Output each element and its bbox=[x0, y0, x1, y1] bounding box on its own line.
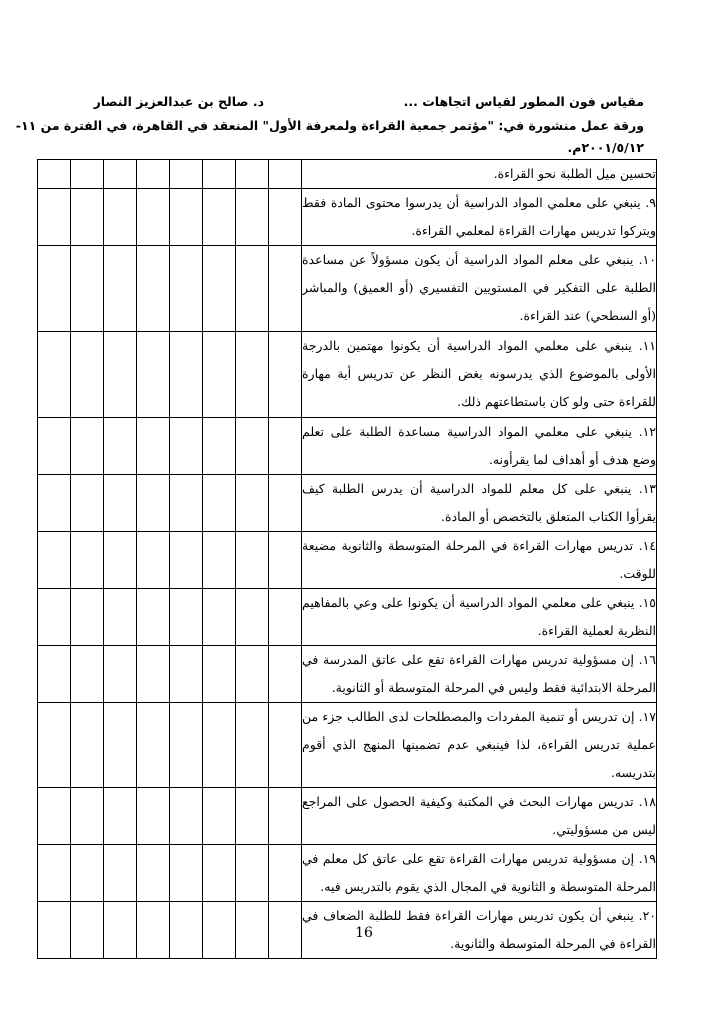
rating-cell[interactable] bbox=[104, 332, 137, 418]
table-row bbox=[38, 418, 657, 475]
rating-cell[interactable] bbox=[38, 189, 71, 246]
rating-cell[interactable] bbox=[269, 246, 302, 332]
rating-cell[interactable] bbox=[137, 589, 170, 646]
header-title-line bbox=[93, 94, 644, 109]
author-name: د. صالح بن عبدالعزيز النصار bbox=[93, 94, 264, 109]
rating-cell[interactable] bbox=[71, 475, 104, 532]
statement-text: ٢٠. ينبغي أن يكون تدريس مهارات القراءة فقط للطلبة الضعاف في القراءة في المرحلة المتوسطة والثانوية. bbox=[302, 908, 656, 951]
rating-cell[interactable] bbox=[170, 418, 203, 475]
rating-cell[interactable] bbox=[269, 532, 302, 589]
rating-cell[interactable] bbox=[203, 788, 236, 845]
rating-cell[interactable] bbox=[104, 703, 137, 788]
rating-cell[interactable] bbox=[170, 788, 203, 845]
rating-cell[interactable] bbox=[170, 160, 203, 189]
table-row bbox=[38, 532, 657, 589]
rating-cell[interactable] bbox=[104, 532, 137, 589]
statement-cell bbox=[302, 646, 657, 703]
statement-cell bbox=[302, 332, 657, 418]
rating-cell[interactable] bbox=[38, 246, 71, 332]
statement-text: ١٨. تدريس مهارات البحث في المكتبة وكيفية الحصول على المراجع ليس من مسؤوليتي. bbox=[302, 794, 656, 837]
statement-text: ١٣. ينبغي على كل معلم للمواد الدراسية أن يدرس الطلبة كيف يقرأوا الكتاب المتعلق بالتخصص أو المادة. bbox=[302, 481, 656, 524]
rating-cell[interactable] bbox=[236, 532, 269, 589]
rating-cell[interactable] bbox=[71, 160, 104, 189]
rating-cell[interactable] bbox=[137, 532, 170, 589]
rating-cell[interactable] bbox=[104, 589, 137, 646]
rating-cell[interactable] bbox=[71, 532, 104, 589]
rating-cell[interactable] bbox=[71, 845, 104, 902]
table-row bbox=[38, 788, 657, 845]
rating-cell[interactable] bbox=[104, 189, 137, 246]
statement-cell bbox=[302, 160, 657, 189]
rating-cell[interactable] bbox=[71, 589, 104, 646]
rating-cell[interactable] bbox=[38, 160, 71, 189]
rating-cell[interactable] bbox=[137, 189, 170, 246]
rating-cell[interactable] bbox=[269, 589, 302, 646]
rating-cell[interactable] bbox=[104, 418, 137, 475]
rating-cell[interactable] bbox=[38, 418, 71, 475]
rating-cell[interactable] bbox=[38, 532, 71, 589]
table-row bbox=[38, 189, 657, 246]
statement-cell bbox=[302, 246, 657, 332]
attitude-scale-table bbox=[37, 159, 657, 959]
rating-cell[interactable] bbox=[236, 703, 269, 788]
rating-cell[interactable] bbox=[137, 703, 170, 788]
rating-cell[interactable] bbox=[269, 189, 302, 246]
rating-cell[interactable] bbox=[203, 703, 236, 788]
statement-cell bbox=[302, 418, 657, 475]
rating-cell[interactable] bbox=[236, 160, 269, 189]
rating-cell[interactable] bbox=[104, 475, 137, 532]
rating-cell[interactable] bbox=[137, 845, 170, 902]
rating-cell[interactable] bbox=[203, 189, 236, 246]
rating-cell[interactable] bbox=[236, 646, 269, 703]
rating-cell[interactable] bbox=[137, 418, 170, 475]
survey-title: مقياس فون المطور لقياس اتجاهات ... bbox=[403, 94, 644, 109]
statement-cell bbox=[302, 589, 657, 646]
rating-cell[interactable] bbox=[137, 246, 170, 332]
rating-cell[interactable] bbox=[269, 332, 302, 418]
statement-text: تحسين ميل الطلبة نحو القراءة. bbox=[493, 166, 656, 181]
rating-cell[interactable] bbox=[170, 845, 203, 902]
table-row bbox=[38, 646, 657, 703]
rating-cell[interactable] bbox=[104, 646, 137, 703]
rating-cell[interactable] bbox=[170, 589, 203, 646]
rating-cell[interactable] bbox=[170, 332, 203, 418]
rating-cell[interactable] bbox=[269, 160, 302, 189]
rating-cell[interactable] bbox=[269, 788, 302, 845]
statement-text: ٩. ينبغي على معلمي المواد الدراسية أن يدرسوا محتوى المادة فقط ويتركوا تدريس مهارات القراءة لمعلمي القراءة. bbox=[302, 195, 656, 238]
rating-cell[interactable] bbox=[38, 788, 71, 845]
table-row bbox=[38, 589, 657, 646]
statement-cell bbox=[302, 189, 657, 246]
rating-cell[interactable] bbox=[203, 246, 236, 332]
rating-cell[interactable] bbox=[236, 332, 269, 418]
rating-cell[interactable] bbox=[104, 845, 137, 902]
statement-text: ١٤. تدريس مهارات القراءة في المرحلة المتوسطة والثانوية مضيعة للوقت. bbox=[302, 538, 656, 581]
rating-cell[interactable] bbox=[269, 475, 302, 532]
rating-cell[interactable] bbox=[170, 475, 203, 532]
table-row bbox=[38, 703, 657, 788]
rating-cell[interactable] bbox=[236, 189, 269, 246]
statement-text: ١١. ينبغي على معلمي المواد الدراسية أن يكونوا مهتمين بالدرجة الأولى بالموضوع الذي يدرسونه بغض النظر عن تدريس أية مهارة للقراءة حتى ولو كان باستطاعتهم ذلك. bbox=[302, 338, 656, 409]
page-number: 16 bbox=[355, 925, 373, 941]
rating-cell[interactable] bbox=[203, 532, 236, 589]
rating-cell[interactable] bbox=[137, 160, 170, 189]
rating-cell[interactable] bbox=[236, 845, 269, 902]
rating-cell[interactable] bbox=[170, 532, 203, 589]
rating-cell[interactable] bbox=[38, 332, 71, 418]
statement-text: ١٦. إن مسؤولية تدريس مهارات القراءة تقع على عاتق المدرسة في المرحلة الابتدائية فقط وليس في المرحلة المتوسطة أو الثانوية. bbox=[302, 652, 656, 695]
rating-cell[interactable] bbox=[71, 788, 104, 845]
rating-cell[interactable] bbox=[236, 589, 269, 646]
rating-cell[interactable] bbox=[203, 646, 236, 703]
rating-cell[interactable] bbox=[38, 845, 71, 902]
rating-cell[interactable] bbox=[203, 332, 236, 418]
rating-cell[interactable] bbox=[104, 246, 137, 332]
rating-cell[interactable] bbox=[71, 246, 104, 332]
rating-cell[interactable] bbox=[38, 646, 71, 703]
rating-cell[interactable] bbox=[71, 703, 104, 788]
rating-cell[interactable] bbox=[104, 788, 137, 845]
rating-cell[interactable] bbox=[236, 418, 269, 475]
rating-cell[interactable] bbox=[203, 418, 236, 475]
rating-cell[interactable] bbox=[269, 845, 302, 902]
rating-cell[interactable] bbox=[170, 703, 203, 788]
rating-cell[interactable] bbox=[236, 788, 269, 845]
rating-cell[interactable] bbox=[236, 246, 269, 332]
statement-cell bbox=[302, 703, 657, 788]
rating-cell[interactable] bbox=[170, 189, 203, 246]
rating-cell[interactable] bbox=[203, 475, 236, 532]
rating-cell[interactable] bbox=[203, 845, 236, 902]
statement-text: ١٢. ينبغي على معلمي المواد الدراسية مساعدة الطلبة على تعلم وضع هدف أو أهداف لما يقرأونه. bbox=[302, 424, 656, 467]
statement-text: ١٥. ينبغي على معلمي المواد الدراسية أن يكونوا على وعي بالمفاهيم النظرية لعملية القراءة. bbox=[302, 595, 656, 638]
rating-cell[interactable] bbox=[71, 418, 104, 475]
table-row bbox=[38, 845, 657, 902]
rating-cell[interactable] bbox=[203, 589, 236, 646]
rating-cell[interactable] bbox=[269, 703, 302, 788]
rating-cell[interactable] bbox=[137, 788, 170, 845]
rating-cell[interactable] bbox=[170, 646, 203, 703]
statement-text: ١٩. إن مسؤولية تدريس مهارات القراءة تقع على عاتق كل معلم في المرحلة المتوسطة و الثانوية في المجال الذي يقوم بالتدريس فيه. bbox=[302, 851, 656, 894]
table-row bbox=[38, 332, 657, 418]
rating-cell[interactable] bbox=[269, 646, 302, 703]
rating-cell[interactable] bbox=[137, 646, 170, 703]
rating-cell[interactable] bbox=[38, 589, 71, 646]
statement-text: ١٠. ينبغي على معلم المواد الدراسية أن يكون مسؤولاً عن مساعدة الطلبة على التفكير في المستويين التفسيري (أو العميق) والمباشر (أو السطحي) عند القراءة. bbox=[302, 252, 656, 323]
statement-cell bbox=[302, 788, 657, 845]
rating-cell[interactable] bbox=[71, 332, 104, 418]
rating-cell[interactable] bbox=[236, 475, 269, 532]
rating-cell[interactable] bbox=[104, 160, 137, 189]
statement-cell bbox=[302, 845, 657, 902]
table-row bbox=[38, 475, 657, 532]
rating-cell[interactable] bbox=[137, 332, 170, 418]
rating-cell[interactable] bbox=[170, 246, 203, 332]
rating-cell[interactable] bbox=[38, 475, 71, 532]
rating-cell[interactable] bbox=[137, 475, 170, 532]
rating-cell[interactable] bbox=[71, 189, 104, 246]
date-line: ٢٠٠١/٥/١٢م. bbox=[567, 140, 644, 155]
rating-cell[interactable] bbox=[38, 703, 71, 788]
rating-cell[interactable] bbox=[71, 646, 104, 703]
table-row bbox=[38, 160, 657, 189]
table-row bbox=[38, 246, 657, 332]
statement-cell bbox=[302, 532, 657, 589]
statement-text: ١٧. إن تدريس أو تنمية المفردات والمصطلحات لدى الطالب جزء من عملية تدريس القراءة، لذا فينبغي عدم تضمينها المنهج الذي أقوم بتدريسه. bbox=[302, 709, 656, 780]
rating-cell[interactable] bbox=[269, 418, 302, 475]
statement-cell bbox=[302, 475, 657, 532]
rating-cell[interactable] bbox=[203, 160, 236, 189]
source-line: ورقة عمل منشورة في: "مؤتمر جمعية القراءة ولمعرفة الأول" المنعقد في القاهرة، في الفترة من ١١- bbox=[15, 118, 644, 133]
